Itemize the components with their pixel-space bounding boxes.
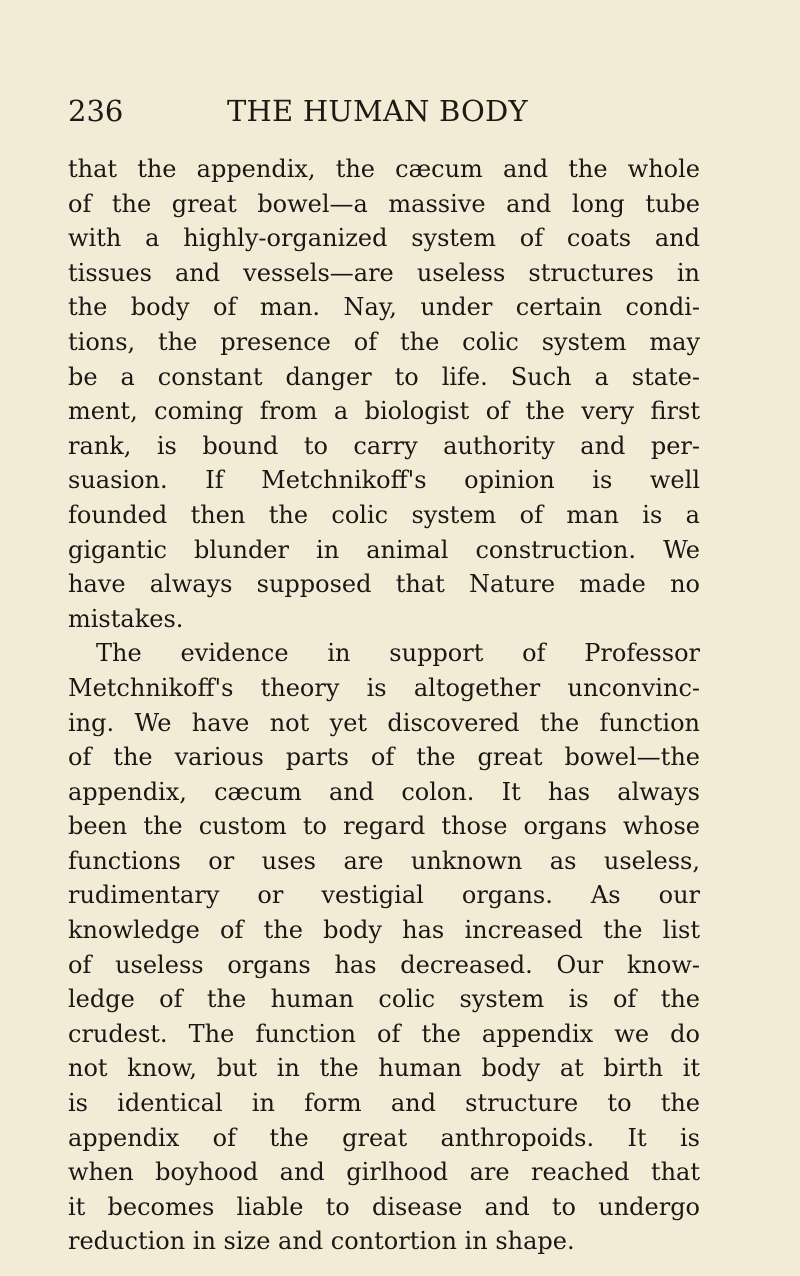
text-line: crudest. The function of the appendix we do	[68, 1019, 700, 1048]
text-line: is identical in form and structure to the	[68, 1089, 700, 1118]
text-line: appendix of the great anthropoids. It is	[68, 1123, 700, 1152]
paragraph-last-line: mistakes.	[68, 604, 184, 633]
page-number: 236	[68, 94, 124, 128]
text-line: of the great bowel—a massive and long tube	[68, 189, 700, 218]
text-line: with a highly-organized system of coats and	[68, 224, 700, 253]
text-line: that the appendix, the cæcum and the whole	[68, 155, 700, 183]
text-line: gigantic blunder in animal construction. We	[68, 535, 700, 564]
paragraph-last-line: reduction in size and contortion in shape.	[68, 1227, 575, 1256]
text-line: Metchnikoff's theory is altogether unconvinc-	[68, 673, 700, 702]
text-line: it becomes liable to disease and to undergo	[68, 1192, 700, 1221]
text-line: functions or uses are unknown as useless,	[68, 846, 700, 875]
text-line: tissues and vessels—are useless structures in	[68, 258, 700, 287]
text-line: of useless organs has decreased. Our know-	[68, 950, 700, 979]
running-head: THE HUMAN BODY	[227, 94, 528, 128]
text-line: suasion. If Metchnikoff's opinion is well	[68, 466, 700, 495]
paragraph-first-line: The evidence in support of Professor	[96, 639, 700, 668]
text-line: not know, but in the human body at birth it	[68, 1054, 700, 1083]
text-line: tions, the presence of the colic system may	[68, 327, 700, 356]
text-line: knowledge of the body has increased the list	[68, 916, 700, 945]
text-line: ing. We have not yet discovered the function	[68, 708, 700, 737]
body-text	[68, 152, 700, 1259]
text-line: the body of man. Nay, under certain condi-	[68, 293, 700, 322]
page-header	[68, 86, 732, 136]
text-line: ment, coming from a biologist of the very first	[68, 397, 700, 426]
text-line: been the custom to regard those organs whose	[68, 812, 700, 841]
text-line: rudimentary or vestigial organs. As our	[68, 881, 700, 910]
text-line: founded then the colic system of man is a	[68, 500, 700, 529]
text-line: rank, is bound to carry authority and per-	[68, 431, 700, 460]
text-line: ledge of the human colic system is of the	[68, 985, 700, 1014]
text-line: appendix, cæcum and colon. It has always	[68, 777, 700, 806]
text-line: have always supposed that Nature made no	[68, 570, 700, 599]
text-line: when boyhood and girlhood are reached that	[68, 1158, 700, 1187]
text-line: be a constant danger to life. Such a state-	[68, 362, 700, 391]
text-line: of the various parts of the great bowel—the	[68, 743, 700, 772]
